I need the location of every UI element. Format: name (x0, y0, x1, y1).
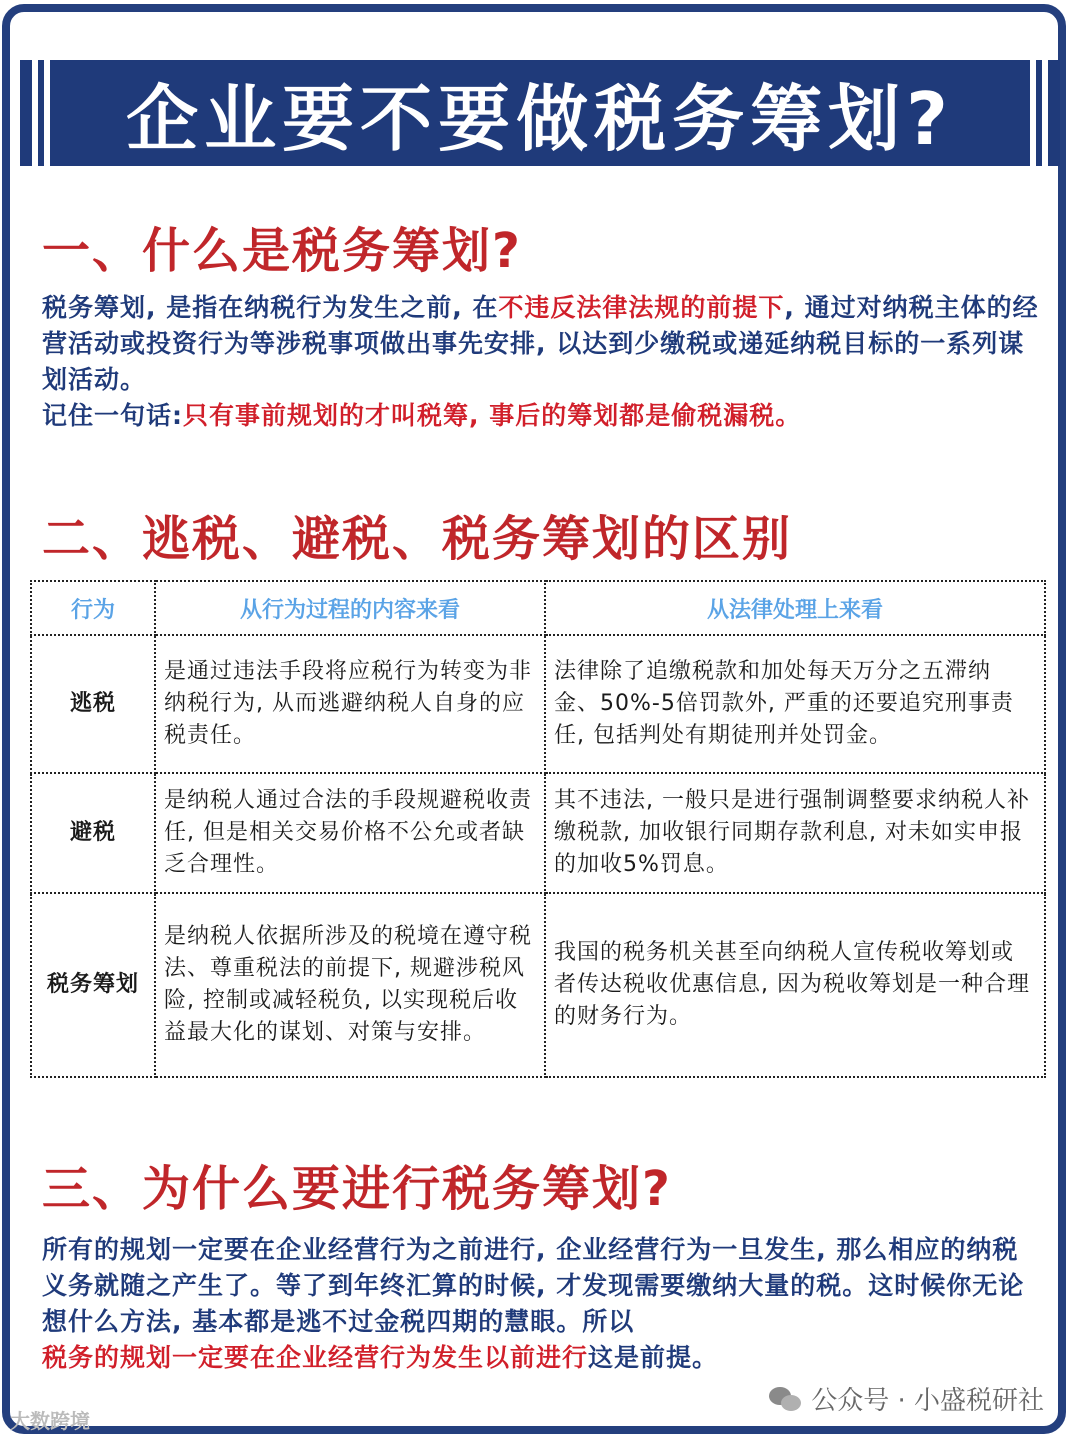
wechat-icon (769, 1385, 803, 1413)
table-row (31, 635, 1045, 773)
table-row (31, 893, 1045, 1077)
section1-text: , 通过对纳税主体的经营活动或投资行为等涉税事项做出事先安排, 以达到少缴税或递延纳税目标的一系列谋划活动。 (42, 293, 1039, 394)
section3-text: 这是前提。 (588, 1343, 719, 1372)
comparison-table (30, 580, 1046, 1078)
table-cell: 是纳税人依据所涉及的税境在遵守税法、尊重税法的前提下, 规避涉税风险, 控制或减轻税负, 以实现税后收益最大化的谋划、对策与安排。 (155, 893, 545, 1077)
table-header: 从行为过程的内容来看 (155, 581, 545, 635)
section1-text: 税务筹划, 是指在纳税行为发生之前, 在 (42, 293, 499, 322)
table-cell: 法律除了追缴税款和加处每天万分之五滞纳金、50%-5倍罚款外, 严重的还要追究刑事责任, 包括判处有期徒刑并处罚金。 (545, 635, 1045, 773)
table-header-row (31, 581, 1045, 635)
row-label: 避税 (31, 773, 155, 893)
table-header: 行为 (31, 581, 155, 635)
title-stripe (1048, 60, 1060, 166)
table-row (31, 773, 1045, 893)
wechat-watermark (769, 1380, 1044, 1417)
table-cell: 我国的税务机关甚至向纳税人宣传税收筹划或者传达税收优惠信息, 因为税收筹划是一种合理的财务行为。 (545, 893, 1045, 1077)
section1-note-highlight: 只有事前规划的才叫税筹, 事后的筹划都是偷税漏税。 (183, 401, 802, 430)
table-header: 从法律处理上来看 (545, 581, 1045, 635)
section2-heading: 二、逃税、避税、税务筹划的区别 (42, 511, 793, 567)
section3-paragraph (42, 1232, 1042, 1376)
section3-highlight: 税务的规划一定要在企业经营行为发生以前进行 (42, 1343, 589, 1372)
section1-paragraph (42, 290, 1042, 434)
title-stripe (1036, 60, 1042, 166)
section3-text: 所有的规划一定要在企业经营行为之前进行, 企业经营行为一旦发生, 那么相应的纳税义务就随之产生了。等了到年终汇算的时候, 才发现需要缴纳大量的税。这时候你无论想什么方法, 基本都是逃不过金税四期的慧眼。所以 (42, 1235, 1025, 1336)
table-cell: 其不违法, 一般只是进行强制调整要求纳税人补缴税款, 加收银行同期存款利息, 对未如实申报的加收5%罚息。 (545, 773, 1045, 893)
section1-note-label: 记住一句话: (42, 401, 183, 430)
row-label: 逃税 (31, 635, 155, 773)
wechat-account-label: 公众号 · 小盛税研社 (811, 1386, 1044, 1416)
section1-heading: 一、什么是税务筹划? (42, 223, 522, 279)
table-cell: 是纳税人通过合法的手段规避税收责任, 但是相关交易价格不公允或者缺乏合理性。 (155, 773, 545, 893)
section3-heading: 三、为什么要进行税务筹划? (42, 1161, 672, 1217)
section1-highlight: 不违反法律法规的前提下 (498, 293, 785, 322)
corner-watermark: 大数跨境 (10, 1409, 90, 1433)
table-cell: 是通过违法手段将应税行为转变为非纳税行为, 从而逃避纳税人自身的应税责任。 (155, 635, 545, 773)
title-stripe (20, 60, 32, 166)
page-title: 企业要不要做税务筹划? (126, 77, 954, 161)
title-banner-main (50, 60, 1030, 166)
row-label: 税务筹划 (31, 893, 155, 1077)
title-stripe (38, 60, 44, 166)
title-banner (20, 60, 1060, 166)
